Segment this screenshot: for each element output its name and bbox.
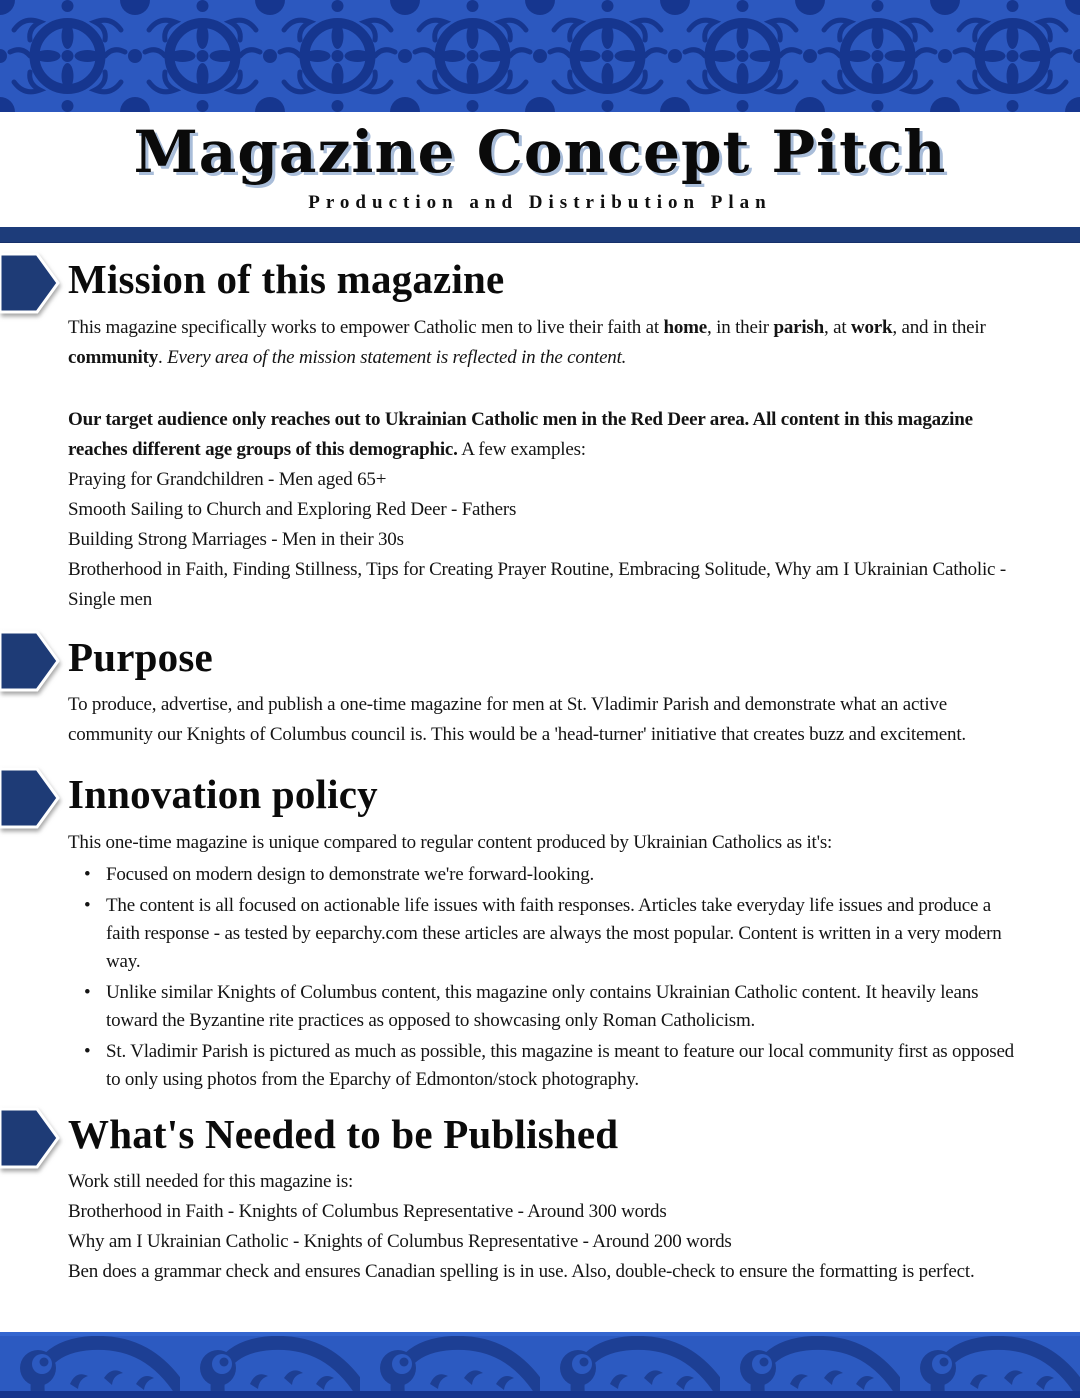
text-run: This magazine specifically works to empower Catholic men to live their faith at	[68, 316, 664, 338]
text-run-bold: Our target audience only reaches out to Ukrainian Catholic men in the Red Deer area. All content in this magazine reaches different age groups of this demographic.	[68, 408, 973, 460]
published-line: Ben does a grammar check and ensures Canadian spelling is in use. Also, double-check to ensure the formatting is perfect.	[68, 1261, 975, 1283]
examples-list	[68, 465, 1016, 615]
mission-paragraph	[68, 313, 1016, 373]
section-heading: Innovation policy	[68, 771, 378, 818]
section-heading: What's Needed to be Published	[68, 1110, 619, 1157]
text-run-bold: community	[68, 346, 159, 368]
page-subtitle: Production and Distribution Plan	[308, 191, 772, 213]
example-line: Praying for Grandchildren - Men aged 65+	[68, 468, 387, 490]
example-line: Brotherhood in Faith, Finding Stillness, Tips for Creating Prayer Routine, Embracing Solitude, Why am I Ukrainian Catholic - Single men	[68, 558, 1006, 610]
text-run: , and in their	[892, 316, 986, 338]
section-heading: Mission of this magazine	[68, 255, 505, 302]
text-run-bold: parish	[773, 316, 824, 338]
purpose-paragraph: To produce, advertise, and publish a one-time magazine for men at St. Vladimir Parish and demonstrate what an active community our Knights of Columbus council is. This would be a 'head-turner' initiative that creates buzz and excitement.	[68, 694, 966, 746]
bullet-item: • Unlike similar Knights of Columbus content, this magazine only contains Ukrainian Catholic content. It heavily leans toward the Byzantine rite practices as opposed to showcasing only Roman Catholicism.	[68, 979, 1016, 1035]
published-lines	[68, 1167, 1016, 1287]
top-ornamental-border-icon	[0, 0, 1080, 112]
published-line: Work still needed for this magazine is:	[68, 1171, 354, 1193]
bullet-item: • The content is all focused on actionable life issues with faith responses. Articles take everyday life issues and produce a faith response - as tested by eeparchy.com these articles are always the most popular. Content is written in a very modern way.	[68, 892, 1016, 976]
section-arrow-icon	[0, 629, 62, 693]
bullet-item: • St. Vladimir Parish is pictured as much as possible, this magazine is meant to feature our local community first as opposed to only using photos from the Eparchy of Edmonton/stock photography.	[68, 1038, 1016, 1094]
text-run-italic: Every area of the mission statement is reflected in the content.	[167, 346, 627, 368]
section-innovation-policy	[0, 766, 1080, 1094]
text-run: A few examples:	[457, 438, 586, 460]
section-heading: Purpose	[68, 633, 213, 680]
bullet-item: • Focused on modern design to demonstrate we're forward-looking.	[68, 861, 1016, 889]
text-run-bold: home	[663, 316, 708, 338]
section-arrow-icon	[0, 766, 62, 830]
target-audience-paragraph	[68, 405, 1016, 465]
published-line: Why am I Ukrainian Catholic - Knights of Columbus Representative - Around 200 words	[68, 1231, 732, 1253]
section-arrow-icon	[0, 1106, 62, 1170]
example-line: Building Strong Marriages - Men in their 30s	[68, 528, 404, 550]
section-purpose	[0, 629, 1080, 751]
text-run: .	[158, 346, 168, 368]
page-title: Magazine Concept Pitch	[133, 118, 947, 186]
section-arrow-icon	[0, 251, 62, 315]
section-mission	[0, 251, 1080, 615]
example-line: Smooth Sailing to Church and Exploring Red Deer - Fathers	[68, 498, 517, 520]
section-whats-needed	[0, 1106, 1080, 1288]
text-run: , in their	[707, 316, 774, 338]
masthead	[0, 112, 1080, 227]
divider-bar	[0, 227, 1080, 243]
innovation-intro: This one-time magazine is unique compared to regular content produced by Ukrainian Catholics as it's:	[68, 831, 833, 853]
bottom-ornamental-border-icon	[0, 1332, 1080, 1398]
published-line: Brotherhood in Faith - Knights of Columbus Representative - Around 300 words	[68, 1201, 667, 1223]
innovation-bullet-list	[68, 861, 1016, 1094]
text-run-bold: work	[850, 316, 893, 338]
text-run: , at	[824, 316, 851, 338]
